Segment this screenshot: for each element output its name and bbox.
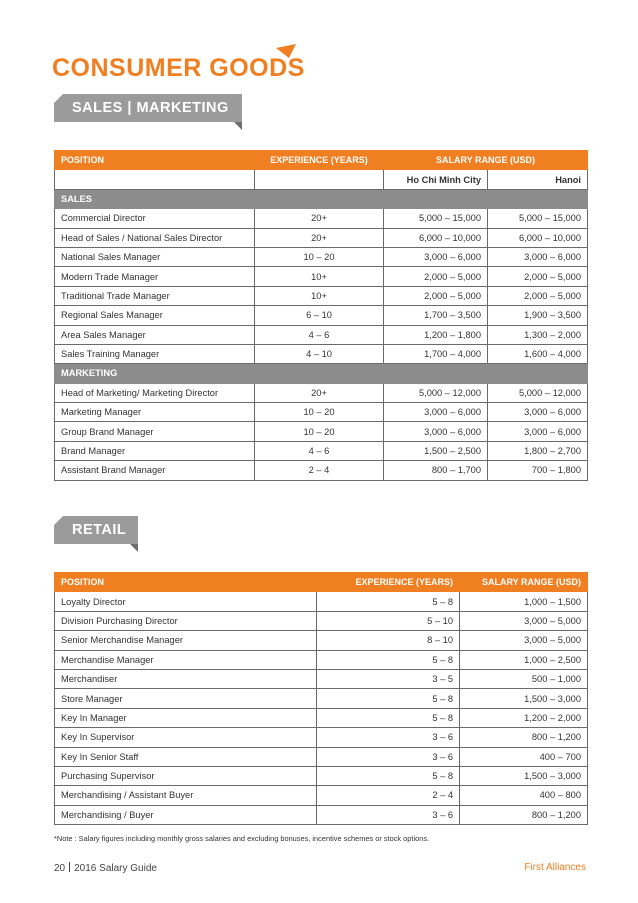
position-cell: Assistant Brand Manager — [55, 461, 255, 480]
table-row — [55, 461, 588, 480]
salary-hcmc-cell: 6,000 – 10,000 — [384, 228, 488, 247]
salary-cell: 1,200 – 2,000 — [460, 708, 588, 727]
salary-cell: 400 – 800 — [460, 786, 588, 805]
salary-hanoi-cell: 1,300 – 2,000 — [488, 325, 588, 344]
salary-hcmc-cell: 5,000 – 15,000 — [384, 209, 488, 228]
header-salary-range: SALARY RANGE (USD) — [460, 573, 588, 592]
header-position: POSITION — [55, 151, 255, 170]
salary-hanoi-cell: 3,000 – 6,000 — [488, 422, 588, 441]
footer-divider — [69, 862, 70, 872]
salary-cell: 800 – 1,200 — [460, 805, 588, 824]
table-row — [55, 209, 588, 228]
position-cell: Store Manager — [55, 689, 317, 708]
experience-cell: 2 – 4 — [255, 461, 384, 480]
header-hanoi: Hanoi — [488, 170, 588, 189]
salary-cell: 1,000 – 2,500 — [460, 650, 588, 669]
salary-cell: 500 – 1,000 — [460, 669, 588, 688]
salary-cell: 1,500 – 3,000 — [460, 689, 588, 708]
table-row — [55, 669, 588, 688]
position-cell: Merchandiser — [55, 669, 317, 688]
position-cell: Division Purchasing Director — [55, 611, 317, 630]
table-row — [55, 631, 588, 650]
salary-hcmc-cell: 3,000 – 6,000 — [384, 403, 488, 422]
experience-cell: 10 – 20 — [255, 247, 384, 266]
salary-hcmc-cell: 5,000 – 12,000 — [384, 383, 488, 402]
experience-cell: 20+ — [255, 209, 384, 228]
table-row — [55, 344, 588, 363]
table-row — [55, 689, 588, 708]
salary-hcmc-cell: 1,500 – 2,500 — [384, 441, 488, 460]
experience-cell: 5 – 10 — [317, 611, 460, 630]
section-tab-label: RETAIL — [72, 522, 127, 538]
position-cell: Brand Manager — [55, 441, 255, 460]
table-row — [55, 383, 588, 402]
group-label: MARKETING — [55, 364, 588, 383]
experience-cell: 5 – 8 — [317, 708, 460, 727]
salary-hanoi-cell: 1,600 – 4,000 — [488, 344, 588, 363]
footer-page-info — [54, 862, 157, 874]
table-row — [55, 708, 588, 727]
header-experience: EXPERIENCE (YEARS) — [317, 573, 460, 592]
table-header-row — [55, 573, 588, 592]
position-cell: Merchandising / Assistant Buyer — [55, 786, 317, 805]
table-row — [55, 728, 588, 747]
experience-cell: 4 – 6 — [255, 325, 384, 344]
experience-cell: 5 – 8 — [317, 689, 460, 708]
group-label: SALES — [55, 189, 588, 208]
section-tab-sales-marketing — [54, 94, 242, 122]
position-cell: Purchasing Supervisor — [55, 766, 317, 785]
position-cell: Regional Sales Manager — [55, 306, 255, 325]
position-cell: Head of Marketing/ Marketing Director — [55, 383, 255, 402]
experience-cell: 4 – 10 — [255, 344, 384, 363]
position-cell: Head of Sales / National Sales Director — [55, 228, 255, 247]
salary-hanoi-cell: 2,000 – 5,000 — [488, 286, 588, 305]
section-tab-label: SALES | MARKETING — [72, 100, 229, 116]
salary-cell: 1,500 – 3,000 — [460, 766, 588, 785]
experience-cell: 10 – 20 — [255, 422, 384, 441]
table-row — [55, 805, 588, 824]
group-row — [55, 364, 588, 383]
salary-hanoi-cell: 1,900 – 3,500 — [488, 306, 588, 325]
experience-cell: 6 – 10 — [255, 306, 384, 325]
position-cell: Group Brand Manager — [55, 422, 255, 441]
experience-cell: 2 – 4 — [317, 786, 460, 805]
experience-cell: 10 – 20 — [255, 403, 384, 422]
salary-cell: 1,000 – 1,500 — [460, 592, 588, 611]
table-row — [55, 592, 588, 611]
page-number: 20 — [54, 863, 66, 874]
experience-cell: 3 – 6 — [317, 805, 460, 824]
table-row — [55, 286, 588, 305]
table-header-row — [55, 151, 588, 170]
position-cell: Area Sales Manager — [55, 325, 255, 344]
experience-cell: 10+ — [255, 286, 384, 305]
salary-cell: 3,000 – 5,000 — [460, 631, 588, 650]
table-row — [55, 228, 588, 247]
table-row — [55, 325, 588, 344]
header-experience: EXPERIENCE (YEARS) — [255, 151, 384, 170]
tab-fold — [234, 122, 242, 130]
experience-cell: 10+ — [255, 267, 384, 286]
position-cell: Merchandise Manager — [55, 650, 317, 669]
title-accent-mark — [276, 44, 296, 60]
guide-title: 2016 Salary Guide — [74, 863, 157, 874]
salary-hanoi-cell: 3,000 – 6,000 — [488, 247, 588, 266]
salary-hcmc-cell: 3,000 – 6,000 — [384, 247, 488, 266]
position-cell: Key In Senior Staff — [55, 747, 317, 766]
experience-cell: 5 – 8 — [317, 592, 460, 611]
salary-note: *Note : Salary figures including monthly gross salaries and excluding bonuses, incentive schemes or stock options. — [54, 834, 430, 843]
experience-cell: 5 – 8 — [317, 766, 460, 785]
position-cell: Loyalty Director — [55, 592, 317, 611]
position-cell: Senior Merchandise Manager — [55, 631, 317, 650]
salary-hcmc-cell: 1,700 – 4,000 — [384, 344, 488, 363]
tab-notch — [54, 94, 63, 103]
table-row — [55, 306, 588, 325]
salary-hcmc-cell: 1,200 – 1,800 — [384, 325, 488, 344]
header-position: POSITION — [55, 573, 317, 592]
table-row — [55, 247, 588, 266]
section-tab-retail — [54, 516, 138, 544]
salary-hcmc-cell: 2,000 – 5,000 — [384, 267, 488, 286]
position-cell: Sales Training Manager — [55, 344, 255, 363]
retail-table — [54, 572, 588, 825]
salary-hanoi-cell: 3,000 – 6,000 — [488, 403, 588, 422]
salary-cell: 800 – 1,200 — [460, 728, 588, 747]
salary-hanoi-cell: 6,000 – 10,000 — [488, 228, 588, 247]
table-row — [55, 786, 588, 805]
salary-hanoi-cell: 2,000 – 5,000 — [488, 267, 588, 286]
experience-cell: 3 – 6 — [317, 747, 460, 766]
position-cell: Key In Manager — [55, 708, 317, 727]
salary-hanoi-cell: 700 – 1,800 — [488, 461, 588, 480]
position-cell: Commercial Director — [55, 209, 255, 228]
salary-hcmc-cell: 1,700 – 3,500 — [384, 306, 488, 325]
experience-cell: 20+ — [255, 228, 384, 247]
blank-cell — [255, 170, 384, 189]
position-cell: Modern Trade Manager — [55, 267, 255, 286]
salary-hanoi-cell: 5,000 – 12,000 — [488, 383, 588, 402]
table-row — [55, 747, 588, 766]
table-row — [55, 611, 588, 630]
blank-cell — [55, 170, 255, 189]
header-hcmc: Ho Chi Minh City — [384, 170, 488, 189]
table-row — [55, 422, 588, 441]
city-header-row — [55, 170, 588, 189]
salary-cell: 400 – 700 — [460, 747, 588, 766]
table-row — [55, 650, 588, 669]
page-title: CONSUMER GOODS — [52, 54, 305, 82]
salary-hcmc-cell: 2,000 – 5,000 — [384, 286, 488, 305]
experience-cell: 5 – 8 — [317, 650, 460, 669]
salary-hcmc-cell: 800 – 1,700 — [384, 461, 488, 480]
company-name: First Alliances — [524, 862, 586, 873]
position-cell: Marketing Manager — [55, 403, 255, 422]
header-salary-range: SALARY RANGE (USD) — [384, 151, 588, 170]
salary-cell: 3,000 – 5,000 — [460, 611, 588, 630]
experience-cell: 3 – 5 — [317, 669, 460, 688]
experience-cell: 3 – 6 — [317, 728, 460, 747]
table-row — [55, 403, 588, 422]
table-row — [55, 267, 588, 286]
salary-hanoi-cell: 5,000 – 15,000 — [488, 209, 588, 228]
salary-hcmc-cell: 3,000 – 6,000 — [384, 422, 488, 441]
sales-marketing-table — [54, 150, 588, 481]
position-cell: Key In Supervisor — [55, 728, 317, 747]
table-row — [55, 766, 588, 785]
tab-fold — [130, 544, 138, 552]
experience-cell: 4 – 6 — [255, 441, 384, 460]
position-cell: National Sales Manager — [55, 247, 255, 266]
salary-hanoi-cell: 1,800 – 2,700 — [488, 441, 588, 460]
group-row — [55, 189, 588, 208]
experience-cell: 20+ — [255, 383, 384, 402]
experience-cell: 8 – 10 — [317, 631, 460, 650]
table-row — [55, 441, 588, 460]
position-cell: Traditional Trade Manager — [55, 286, 255, 305]
tab-notch — [54, 516, 63, 525]
position-cell: Merchandising / Buyer — [55, 805, 317, 824]
